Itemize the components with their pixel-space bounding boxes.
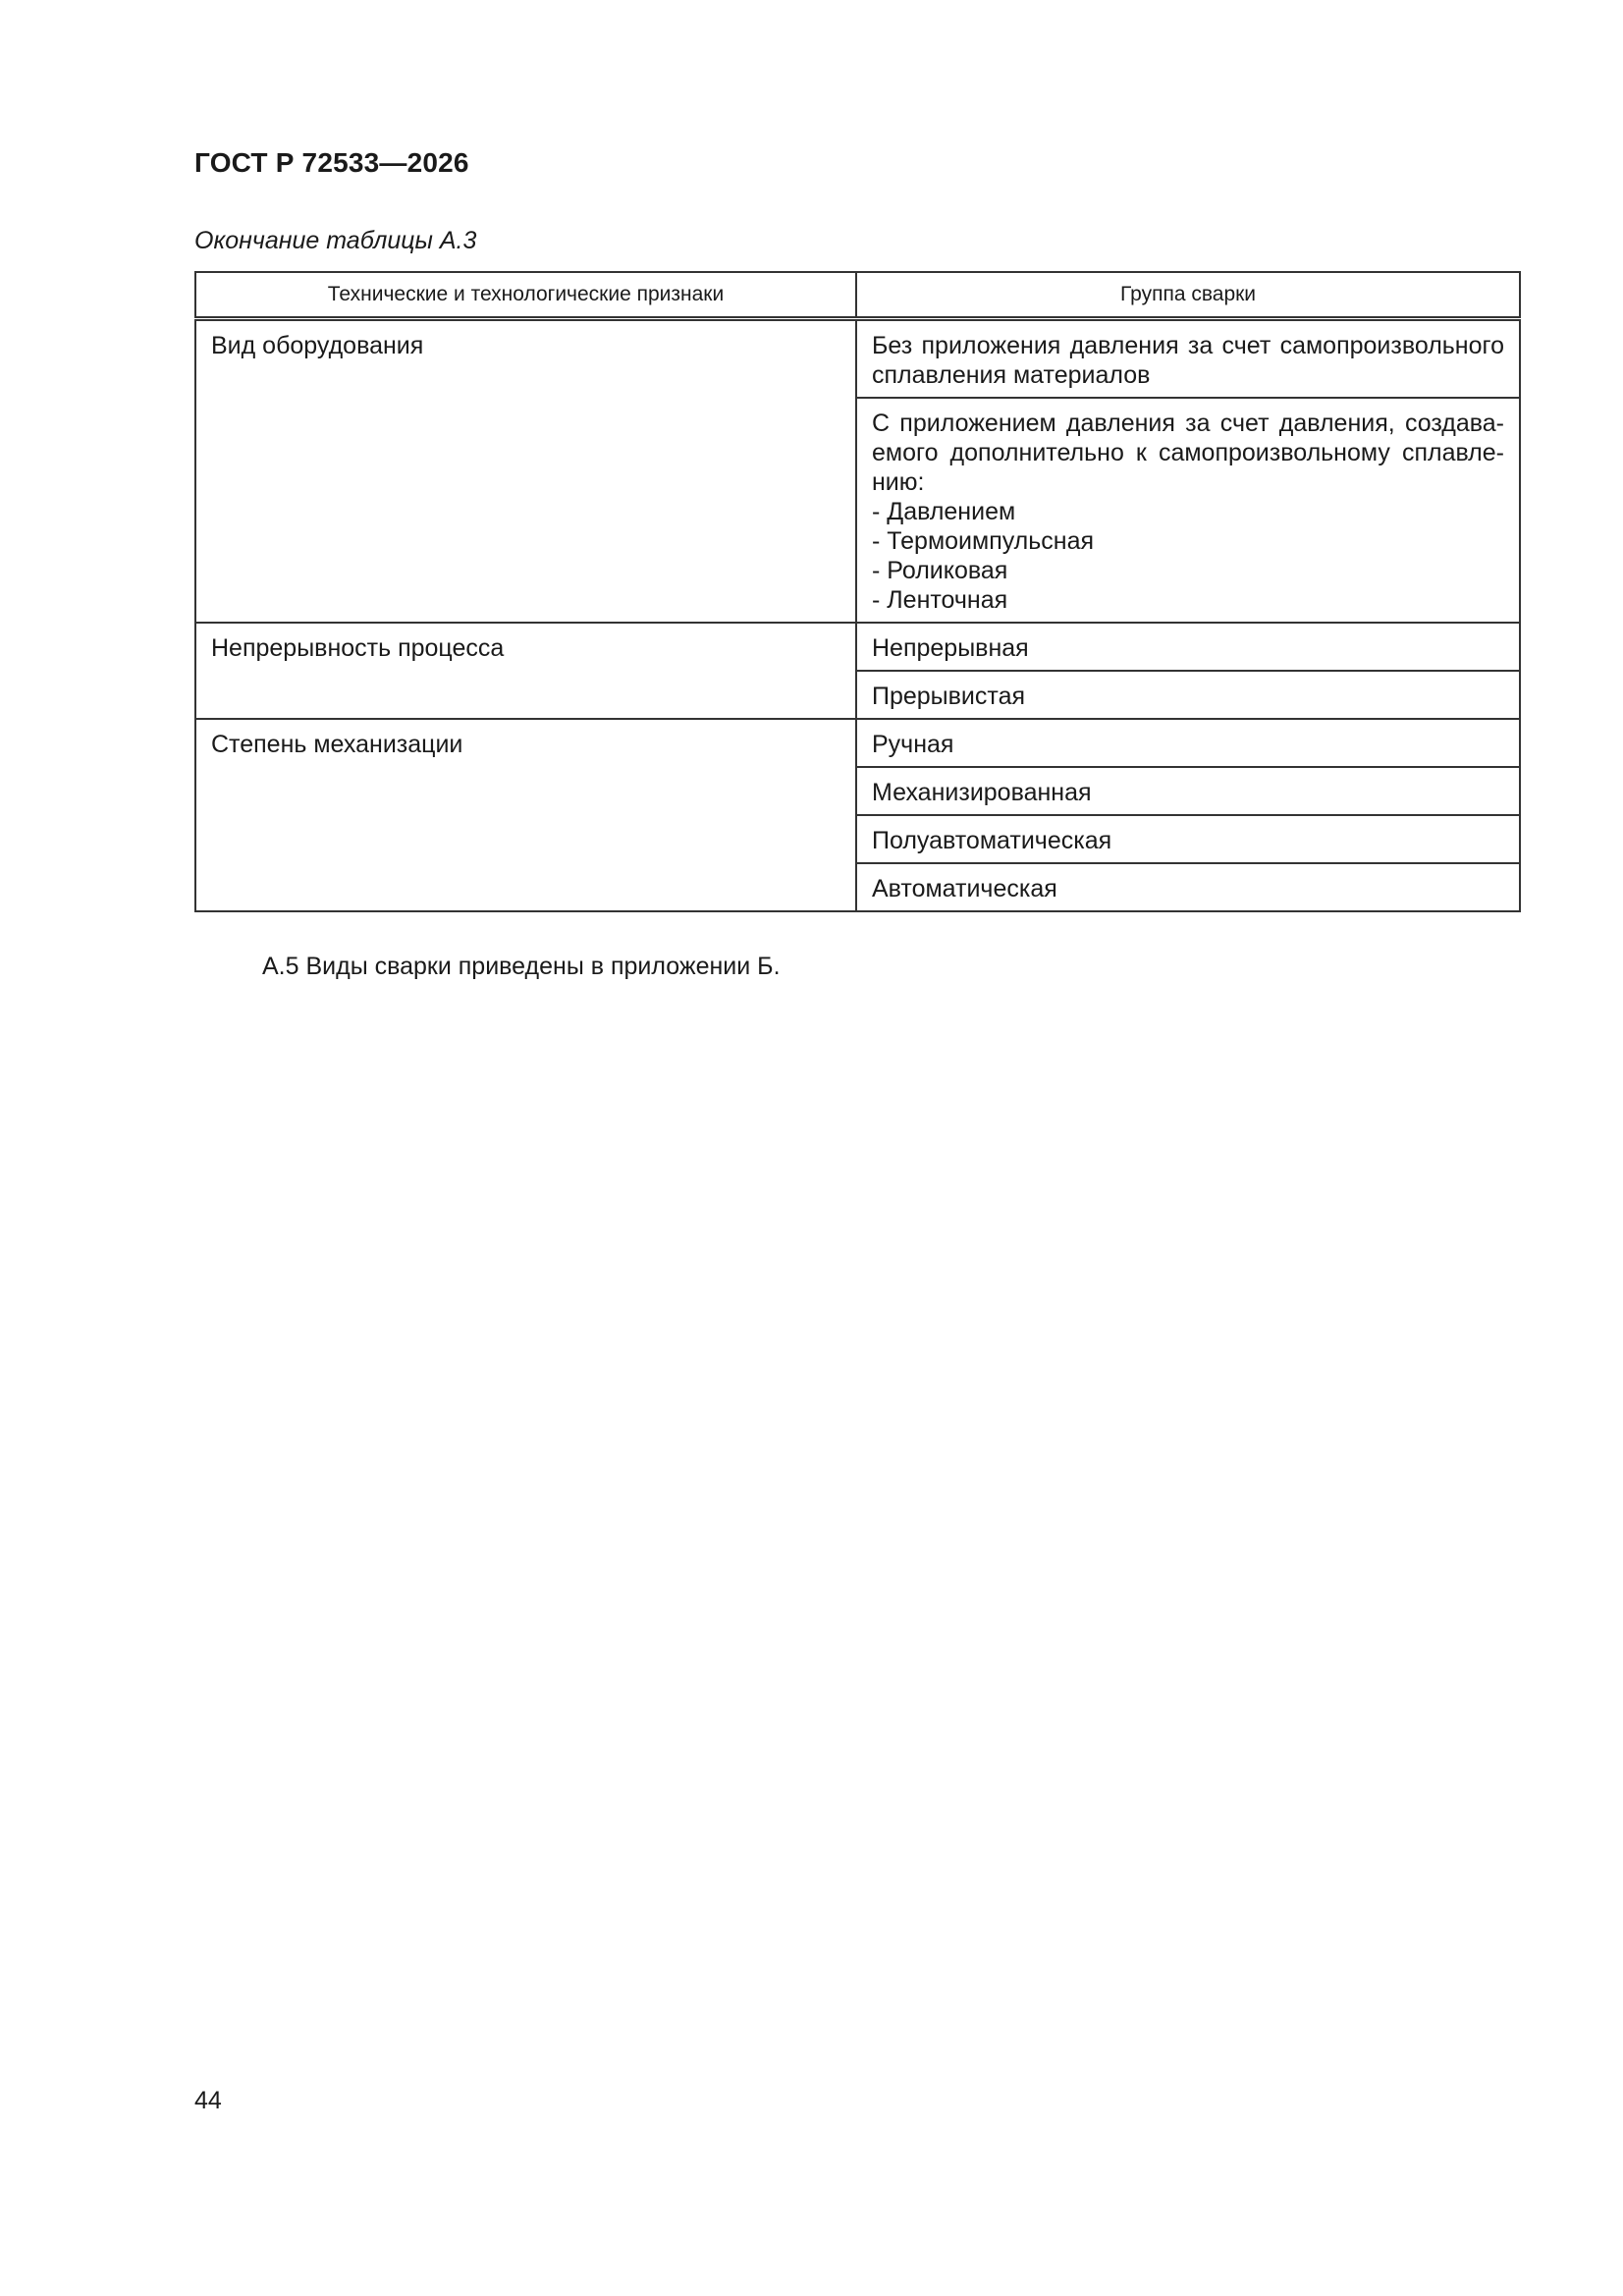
page-number: 44 [194,2087,222,2114]
table-row [195,623,1520,671]
table-header-row [195,272,1520,319]
feature-cell-mechanization: Степень механизации [195,719,856,911]
welding-table [194,271,1519,912]
feature-cell-equipment: Вид оборудования [195,319,856,624]
value-cell: Прерывистая [856,671,1520,719]
value-cell: Без приложения давления за счет самопроизвольного сплавления материалов [856,319,1520,399]
value-cell-text: С приложением давления за счет давления, создава-емого дополнительно к самопроизвольному сплавле-нию: [872,410,1504,496]
table-row [195,319,1520,399]
column-header-welding-group: Группа сварки [856,272,1520,319]
list-item: - Давлением [872,498,1016,525]
table-row [195,719,1520,767]
value-cell: Механизированная [856,767,1520,815]
feature-cell-continuity: Непрерывность процесса [195,623,856,719]
list-item: - Термоимпульсная [872,527,1095,555]
value-cell: Ручная [856,719,1520,767]
value-cell: Непрерывная [856,623,1520,671]
value-cell: Автоматическая [856,863,1520,911]
note-paragraph: А.5 Виды сварки приведены в приложении Б. [262,953,781,980]
value-cell: Полуавтоматическая [856,815,1520,863]
list-item: - Ленточная [872,586,1008,614]
value-cell-with-list [856,398,1520,623]
welding-groups-table [194,271,1521,912]
document-header: ГОСТ Р 72533—2026 [194,147,469,178]
column-header-features: Технические и технологические признаки [195,272,856,319]
table-caption: Окончание таблицы А.3 [194,227,477,254]
list-item: - Роликовая [872,557,1008,584]
